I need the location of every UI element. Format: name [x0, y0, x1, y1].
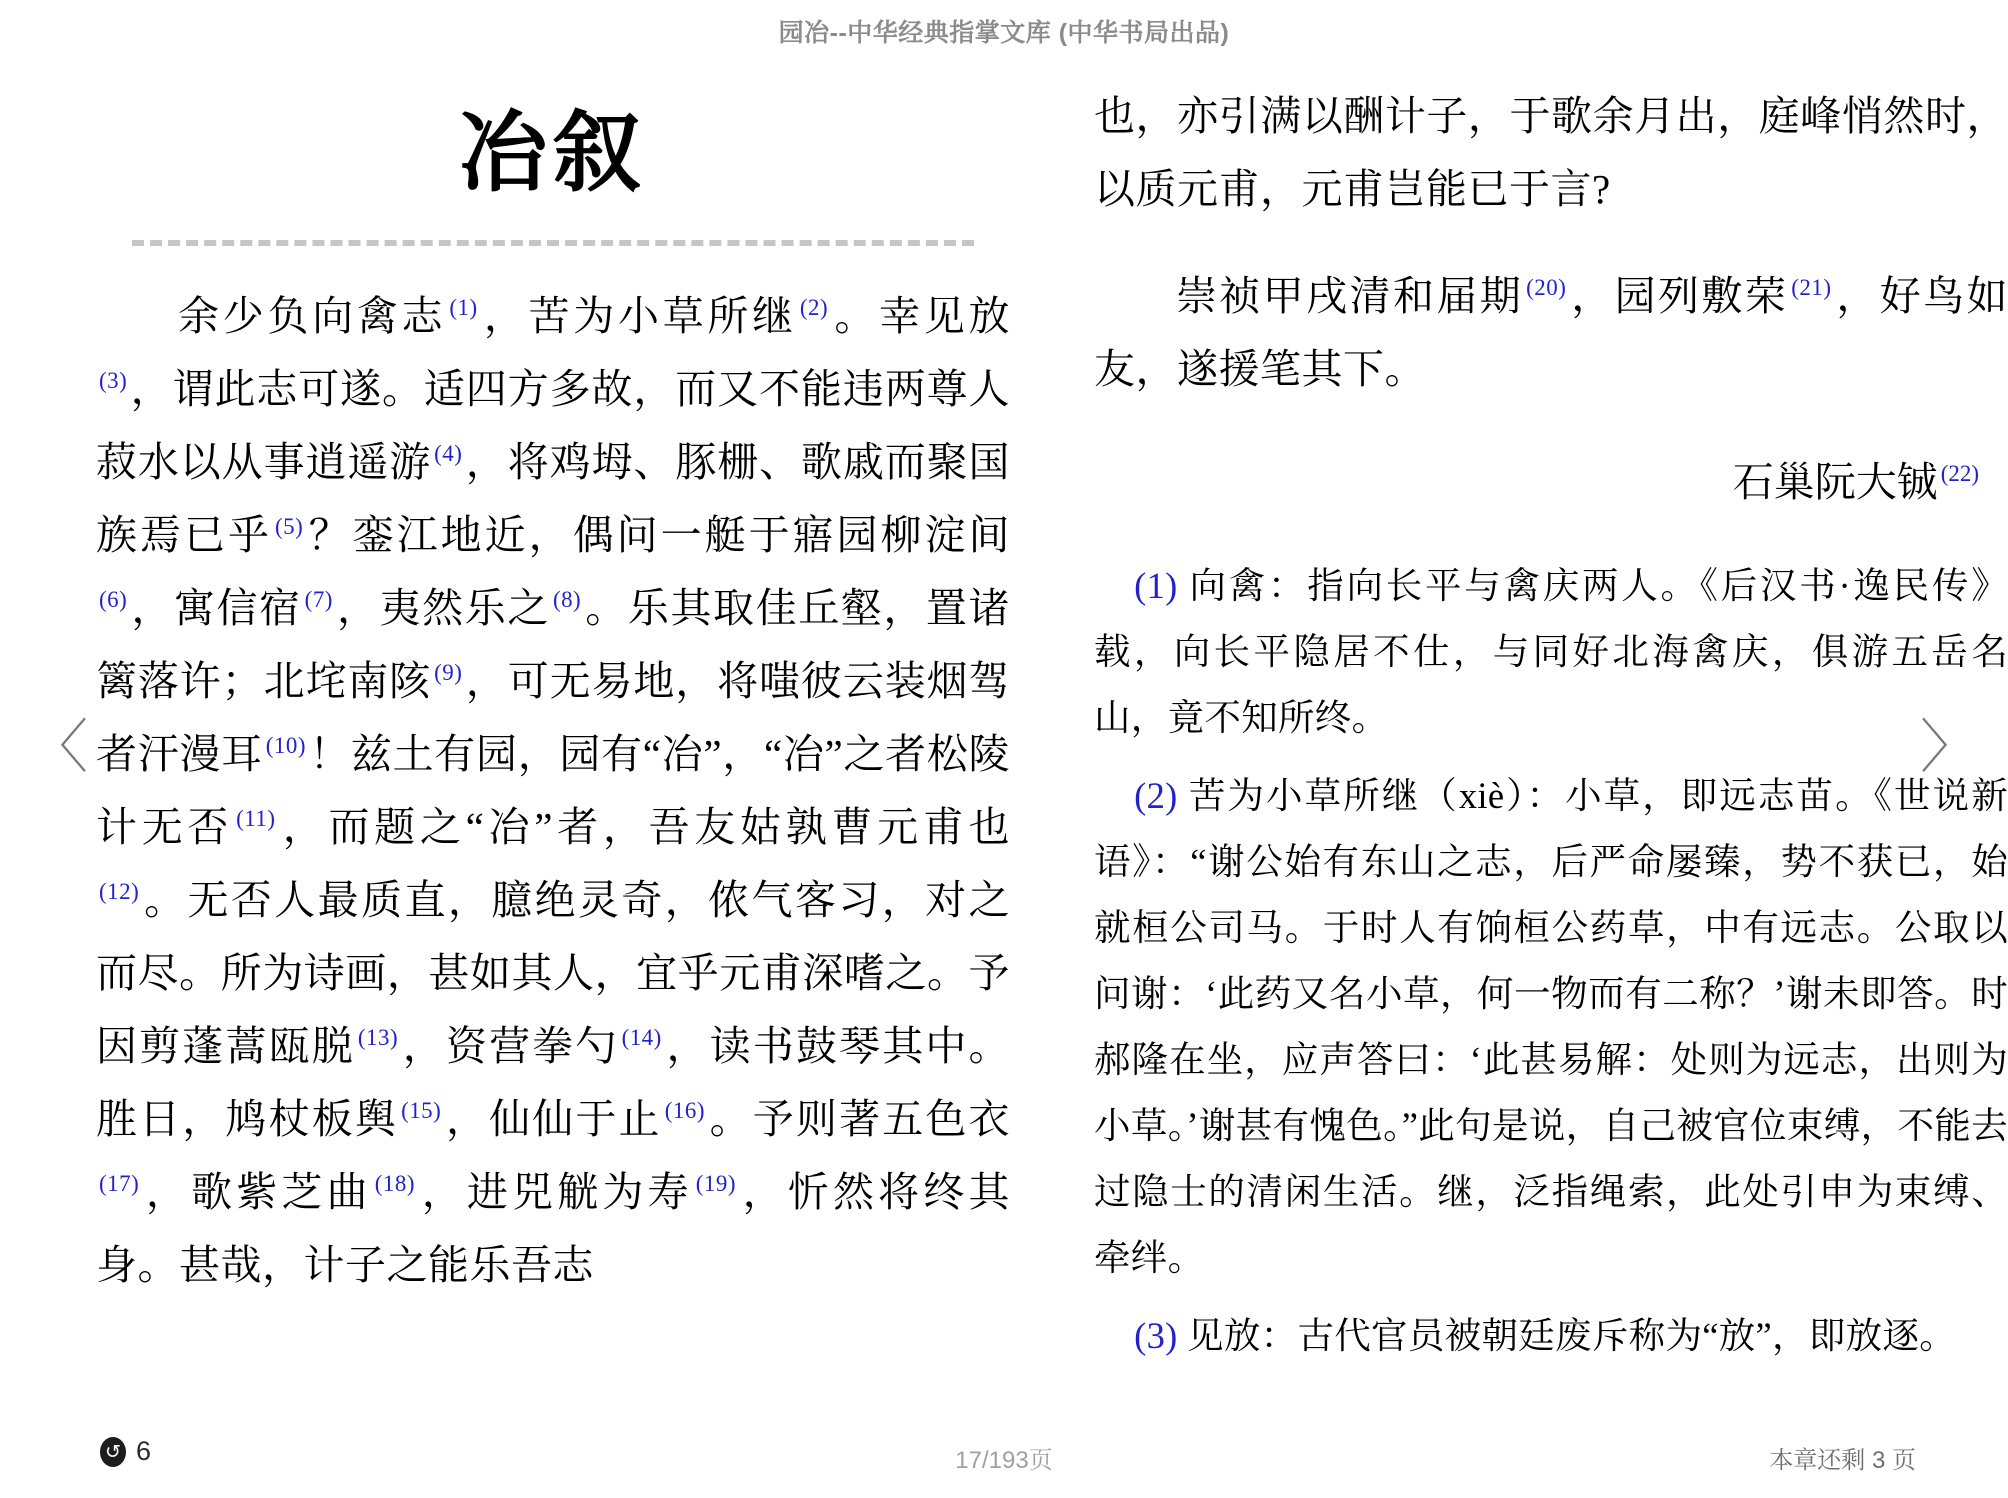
text-run: 。予则著五色衣 [707, 1096, 1011, 1142]
footnote-ref-16[interactable]: (16) [664, 1098, 705, 1124]
footnote-ref-14[interactable]: (14) [621, 1025, 662, 1051]
text-run: ，将鸡坶、豚栅、歌戚而聚国族焉已乎 [96, 439, 1011, 558]
footnote-ref-8[interactable]: (8) [552, 587, 582, 613]
body-paragraph-1 [96, 280, 1010, 1302]
text-run: ，仙仙于止 [444, 1096, 662, 1142]
footnote-ref-21[interactable]: (21) [1791, 275, 1832, 301]
text-run: ，寓信宿 [130, 585, 302, 631]
footnote-ref-1[interactable]: (1) [449, 295, 478, 321]
text-run: ，夷然乐之 [335, 585, 550, 631]
footnote-ref-19[interactable]: (19) [695, 1171, 736, 1197]
bookmark-return-icon[interactable]: ↺ [100, 1437, 126, 1467]
text-run: 。乐其取佳丘壑，置诸篱落许；北垞南陔 [96, 585, 1011, 704]
right-column [1094, 62, 2008, 1412]
annotation-item [1094, 1303, 2008, 1369]
next-page-chevron-icon[interactable]: 〉 [1919, 713, 1978, 781]
footnote-ref-15[interactable]: (15) [401, 1098, 442, 1124]
text-run: 崇祯甲戌清和届期 [1176, 273, 1524, 319]
page-content [0, 62, 2008, 1412]
chapter-title: 冶叙 [458, 101, 647, 204]
text-run: ，资营拳勺 [401, 1023, 619, 1069]
text-run: ，而题之“冶”者，吾友姑孰曹元甫也 [278, 804, 1010, 850]
annotation-item [1094, 553, 2008, 751]
status-bar [0, 1414, 2008, 1498]
text-run: ，歌紫芝曲 [142, 1169, 372, 1215]
previous-page-chevron-icon[interactable]: 〈 [30, 713, 89, 781]
text-run: ！兹土有园，园有“冶”，“冶”之者松陵计无否 [96, 731, 1010, 850]
footnote-ref-11[interactable]: (11) [236, 806, 276, 832]
text-run: ，可无易地，将嗤彼云装烟驾者汗漫耳 [96, 658, 1011, 777]
footnote-ref-2[interactable]: (2) [799, 295, 829, 321]
annotation-index[interactable]: (3) [1134, 1315, 1178, 1356]
annotation-text: 见放：古代官员被朝廷废斥称为“放”，即放逐。 [1187, 1315, 1957, 1356]
chapter-remaining-label: 本章还剩 3 页 [1769, 1447, 1916, 1474]
annotation-item [1094, 763, 2008, 1291]
text-run: 余少负向禽志 [178, 293, 447, 339]
footnote-ref-5[interactable]: (5) [274, 514, 304, 540]
text-run: ，谓此志可遂。适四方多故，而又不能违两尊人菽水以从事逍遥游 [96, 366, 1010, 485]
text-run: ，读书鼓琴其中。胜日，鸠杖板舆 [96, 1023, 1011, 1142]
footnote-ref-3[interactable]: (3) [99, 368, 128, 394]
text-run: 。幸见放 [831, 293, 1011, 339]
author-signature [1094, 446, 2008, 519]
annotation-text: 向禽：指向长平与禽庆两人。《后汉书·逸民传》载，向长平隐居不仕，与同好北海禽庆，俱游五岳名山，竟不知所终。 [1094, 565, 2008, 738]
text-run: ，好鸟如友，遂援笔其下。 [1094, 273, 2008, 392]
footnote-ref-6[interactable]: (6) [99, 587, 128, 613]
bookmark-count: 6 [136, 1436, 152, 1466]
text-run: ，园列敷荣 [1569, 273, 1789, 319]
footnote-ref-13[interactable]: (13) [357, 1025, 399, 1051]
text-run: ？銮江地近，偶问一艇于寤园柳淀间 [306, 512, 1011, 558]
text-run: 。无否人最质直，臆绝灵奇，侬气客习，对之而尽。所为诗画，甚如其人，宜乎元甫深嗜之。予因剪蓬蒿瓯脱 [96, 877, 1010, 1069]
footnote-ref-22[interactable]: (22) [1940, 461, 1979, 487]
footnote-ref-12[interactable]: (12) [99, 879, 140, 905]
book-title: 园冶--中华经典指掌文库 (中华书局出品) [778, 19, 1230, 47]
title-divider [132, 240, 974, 246]
app-header [0, 0, 2008, 62]
footnote-ref-18[interactable]: (18) [374, 1171, 416, 1197]
annotation-index[interactable]: (2) [1134, 775, 1178, 816]
footnote-ref-7[interactable]: (7) [304, 587, 333, 613]
text-run: ，进兕觥为寿 [418, 1169, 693, 1215]
footnote-ref-17[interactable]: (17) [99, 1171, 140, 1197]
footnote-ref-10[interactable]: (10) [265, 733, 307, 759]
footnote-ref-4[interactable]: (4) [434, 441, 463, 467]
footnote-ref-9[interactable]: (9) [434, 660, 463, 686]
signature-name: 石巢阮大铖 [1732, 459, 1938, 505]
text-run: ，忻然将终其身。甚哉，计子之能乐吾志 [96, 1169, 1011, 1288]
body-paragraph-continued: 也，亦引满以酬计子，于歌余月出，庭峰悄然时，以质元甫，元甫岂能已于言? [1094, 93, 2008, 212]
annotation-text: 苦为小草所继（xiè）：小草，即远志苗。《世说新语》：“谢公始有东山之志，后严命屡臻，势不获已，始就桓公司马。于时人有饷桓公药草，中有远志。公取以问谢：‘此药又名小草，何一物而有二称？’谢未即答。时郝隆在坐，应声答曰：‘此甚易解：处则为远志，出则为小草。’谢甚有愧色。”此句是说，自己被官位束缚，不能去过隐士的清闲生活。继，泛指绳索，此处引申为束缚、牵绊。 [1094, 775, 2008, 1278]
footnote-ref-20[interactable]: (20) [1526, 275, 1567, 301]
page-indicator: 17/193页 [955, 1447, 1053, 1474]
annotation-index[interactable]: (1) [1134, 565, 1178, 606]
body-paragraph-2 [1094, 260, 2008, 406]
left-column [96, 62, 1010, 1412]
text-run: ，苦为小草所继 [480, 293, 797, 339]
